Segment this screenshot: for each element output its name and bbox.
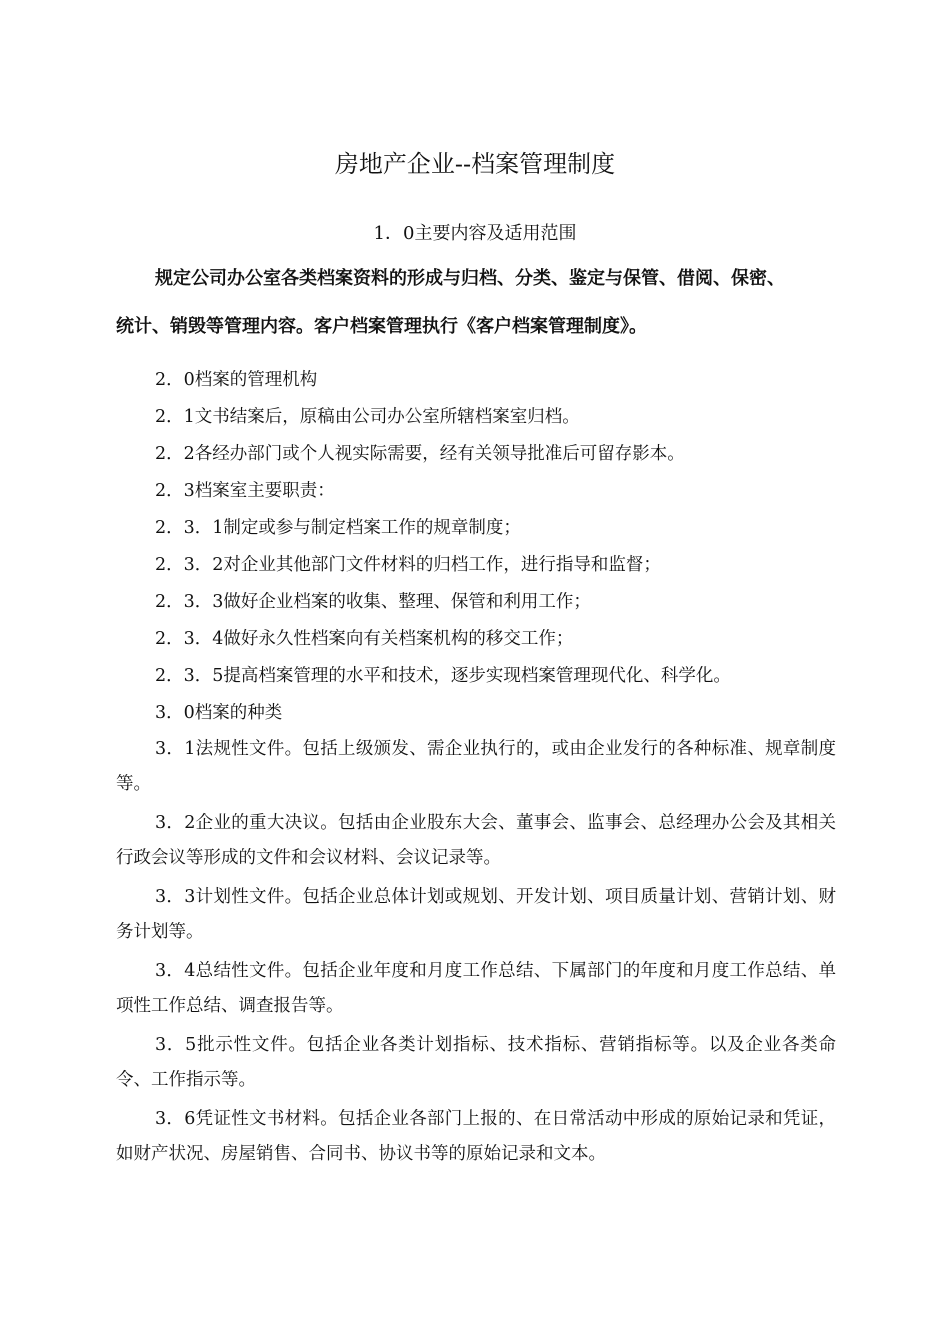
clause-2-3-2: 2．3．2对企业其他部门文件材料的归档工作，进行指导和监督； xyxy=(155,555,661,575)
document-title: 房地产企业--档案管理制度 xyxy=(334,150,616,178)
clause-2-3-5: 2．3．5提高档案管理的水平和技术，逐步实现档案管理现代化、科学化。 xyxy=(155,666,731,686)
clause-3-6: 3．6凭证性文书材料。包括企业各部门上报的、在日常活动中形成的原始记录和凭证，如财产状况、房屋销售、合同书、协议书等的原始记录和文本。 xyxy=(116,1109,836,1164)
clause-3-3: 3．3计划性文件。包括企业总体计划或规划、开发计划、项目质量计划、营销计划、财务计划等。 xyxy=(116,887,836,942)
clause-2-3: 2．3档案室主要职责： xyxy=(155,481,335,501)
clause-3-4: 3．4总结性文件。包括企业年度和月度工作总结、下属部门的年度和月度工作总结、单项性工作总结、调查报告等。 xyxy=(116,961,836,1016)
section-heading-1: 1．0主要内容及适用范围 xyxy=(373,223,577,244)
section-1-text-line-2: 统计、销毁等管理内容。客户档案管理执行《客户档案管理制度》。 xyxy=(116,316,647,337)
section-heading-2: 2．0档案的管理机构 xyxy=(155,370,318,390)
clause-2-3-3: 2．3．3做好企业档案的收集、整理、保管和利用工作； xyxy=(155,592,591,612)
clause-3-2: 3．2企业的重大决议。包括由企业股东大会、董事会、监事会、总经理办公会及其相关行政会议等形成的文件和会议材料、会议记录等。 xyxy=(116,813,836,868)
clause-2-1: 2．1文书结案后，原稿由公司办公室所辖档案室归档。 xyxy=(155,407,580,427)
section-heading-3: 3．0档案的种类 xyxy=(155,703,283,723)
clause-2-3-4: 2．3．4做好永久性档案向有关档案机构的移交工作； xyxy=(155,629,574,649)
clause-2-2: 2．2各经办部门或个人视实际需要，经有关领导批准后可留存影本。 xyxy=(155,444,685,464)
clause-3-5: 3．5批示性文件。包括企业各类计划指标、技术指标、营销指标等。以及企业各类命令、工作指示等。 xyxy=(116,1035,836,1090)
clause-3-1: 3．1法规性文件。包括上级颁发、需企业执行的，或由企业发行的各种标准、规章制度等。 xyxy=(116,739,836,794)
clause-2-3-1: 2．3．1制定或参与制定档案工作的规章制度； xyxy=(155,518,521,538)
section-1-text-line-1: 规定公司办公室各类档案资料的形成与归档、分类、鉴定与保管、借阅、保密、 xyxy=(155,268,785,289)
